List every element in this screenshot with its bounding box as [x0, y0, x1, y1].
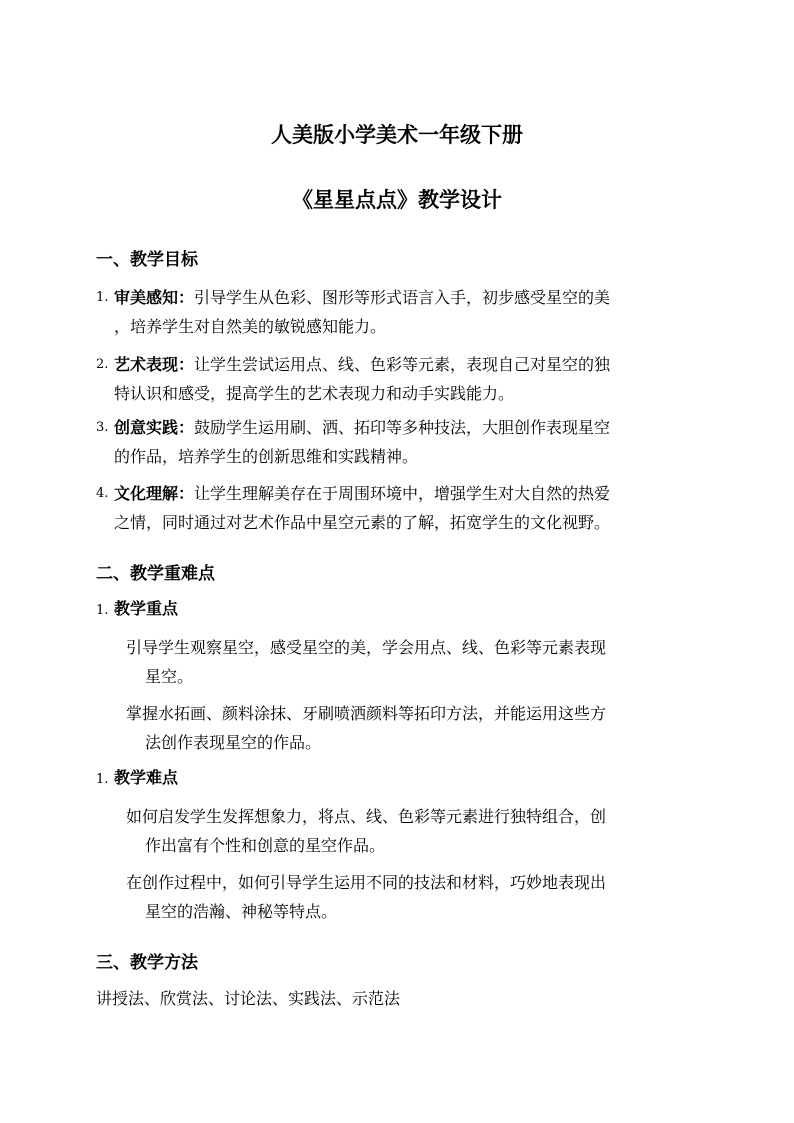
goal-item-text-cont: 特认识和感受，提高学生的艺术表现力和动手实践能力。 — [114, 384, 515, 403]
focus-paragraph-1 — [126, 633, 692, 691]
goal-item-number: 4. — [96, 486, 109, 501]
goal-item-label: 艺术表现： — [114, 355, 195, 374]
section-heading-goals: 一、教学目标 — [96, 250, 198, 270]
goal-item-3 — [96, 413, 706, 471]
focus-heading — [96, 597, 706, 623]
goal-item-text-cont: ，培养学生对自然美的敏锐感知能力。 — [114, 317, 387, 336]
document-subtitle: 《星星点点》教学设计 — [292, 188, 502, 212]
goal-item-4 — [96, 479, 706, 537]
paragraph-text: 掌握水拓画、颜料涂抹、牙刷喷洒颜料等拓印方法，并能运用这些方 — [126, 704, 607, 723]
goal-item-label: 创意实践： — [114, 418, 195, 437]
goal-item-number: 2. — [96, 357, 109, 372]
goal-item-text: 让学生尝试运用点、线、色彩等元素，表现自己对星空的独 — [194, 355, 611, 374]
goal-item-label: 审美感知： — [114, 288, 195, 307]
difficulty-paragraph-1 — [126, 802, 692, 860]
focus-label: 教学重点 — [114, 599, 179, 618]
paragraph-text-cont: 作出富有个性和创意的星空作品。 — [145, 836, 386, 855]
goal-item-text-cont: 的作品，培养学生的创新思维和实践精神。 — [114, 447, 419, 466]
goal-item-text: 鼓励学生运用刷、洒、拓印等多种技法，大胆创作表现星空 — [194, 418, 611, 437]
focus-paragraph-2 — [126, 699, 692, 757]
goal-item-text: 让学生理解美存在于周围环境中，增强学生对大自然的热爱 — [194, 484, 611, 503]
goal-item-2 — [96, 350, 706, 408]
goal-item-label: 文化理解： — [114, 484, 195, 503]
difficulty-paragraph-2 — [126, 868, 692, 926]
methods-text: 讲授法、欣赏法、讨论法、实践法、示范法 — [96, 989, 401, 1008]
document-title: 人美版小学美术一年级下册 — [271, 123, 523, 147]
difficulty-label: 教学难点 — [114, 768, 179, 787]
paragraph-text-cont: 星空。 — [145, 667, 194, 686]
paragraph-text-cont: 法创作表现星空的作品。 — [145, 733, 322, 752]
section-heading-methods: 三、教学方法 — [96, 953, 198, 973]
paragraph-text-cont: 星空的浩瀚、神秘等特点。 — [145, 902, 338, 921]
goal-item-text-cont: 之情，同时通过对艺术作品中星空元素的了解，拓宽学生的文化视野。 — [114, 513, 611, 532]
paragraph-text: 如何启发学生发挥想象力，将点、线、色彩等元素进行独特组合，创 — [126, 807, 607, 826]
goal-item-1 — [96, 283, 706, 341]
paragraph-text: 引导学生观察星空，感受星空的美，学会用点、线、色彩等元素表现 — [126, 638, 607, 657]
focus-number: 1. — [96, 603, 109, 618]
section-heading-keypoints: 二、教学重难点 — [96, 564, 215, 584]
paragraph-text: 在创作过程中，如何引导学生运用不同的技法和材料，巧妙地表现出 — [126, 873, 607, 892]
difficulty-heading — [96, 766, 706, 792]
difficulty-number: 1. — [96, 772, 109, 787]
goal-item-number: 1. — [96, 290, 109, 305]
goal-item-number: 3. — [96, 420, 109, 435]
goal-item-text: 引导学生从色彩、图形等形式语言入手，初步感受星空的美 — [194, 288, 611, 307]
